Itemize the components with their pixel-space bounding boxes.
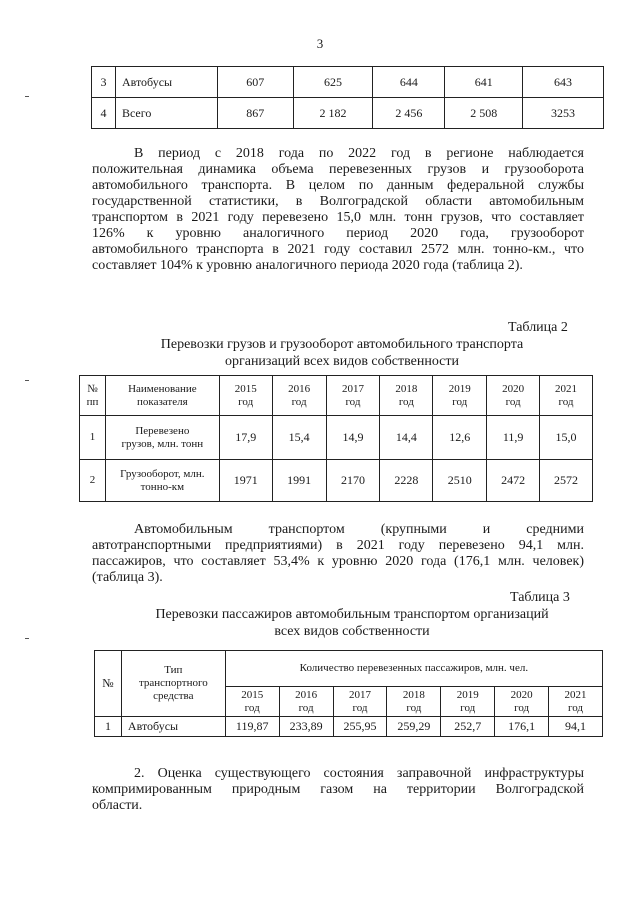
table-row bbox=[92, 98, 604, 129]
header-year: 2021 год bbox=[549, 687, 603, 717]
text-line: автотранспортными предприятиями) в 2021 году перевезено 94,1 млн. bbox=[92, 538, 584, 553]
header-year: 2017 год bbox=[326, 376, 380, 416]
margin-mark bbox=[25, 638, 29, 639]
margin-mark bbox=[25, 96, 29, 97]
cell-value: 625 bbox=[293, 67, 373, 98]
cell-value: 119,87 bbox=[225, 717, 279, 737]
row-name: Перевезено грузов, млн. тонн bbox=[105, 416, 219, 460]
text-line: области. bbox=[92, 798, 143, 813]
cell-value: 607 bbox=[217, 67, 293, 98]
row-name: Грузооборот, млн. тонно-км bbox=[105, 460, 219, 502]
cell-value: 252,7 bbox=[441, 717, 495, 737]
cell-value: 644 bbox=[373, 67, 445, 98]
cell-value: 641 bbox=[445, 67, 523, 98]
row-number: 1 bbox=[95, 717, 122, 737]
cell-value: 2 508 bbox=[445, 98, 523, 129]
cell-value: 3253 bbox=[523, 98, 604, 129]
header-year: 2017 год bbox=[333, 687, 387, 717]
table3 bbox=[94, 650, 603, 737]
table2 bbox=[79, 375, 593, 502]
cell-value: 643 bbox=[523, 67, 604, 98]
text-line: транспортом в 2021 году перевезено 15,0 млн. тонн грузов, что составляет bbox=[92, 210, 584, 225]
header-type: Тип транспортного средства bbox=[121, 651, 225, 717]
row-name: Всего bbox=[115, 98, 217, 129]
table2-label: Таблица 2 bbox=[508, 320, 568, 335]
header-num: № bbox=[95, 651, 122, 717]
header-year: 2015 год bbox=[225, 687, 279, 717]
title-line: Перевозки грузов и грузооборот автомобильного транспорта bbox=[160, 337, 524, 352]
header-year: 2018 год bbox=[380, 376, 433, 416]
header-year: 2021 год bbox=[540, 376, 593, 416]
table-row bbox=[80, 460, 593, 502]
paragraph-section-2 bbox=[92, 766, 584, 814]
margin-mark bbox=[25, 380, 29, 381]
cell-value: 176,1 bbox=[495, 717, 549, 737]
cell-value: 867 bbox=[217, 98, 293, 129]
cell-value: 2228 bbox=[380, 460, 433, 502]
header-year: 2019 год bbox=[433, 376, 487, 416]
text-line: В период с 2018 года по 2022 год в регионе наблюдается bbox=[134, 146, 584, 161]
text-line: государственной статистики, в Волгоградской области автомобильным bbox=[92, 194, 584, 209]
table-row bbox=[92, 67, 604, 98]
row-number: 3 bbox=[92, 67, 116, 98]
header-year: 2015 год bbox=[219, 376, 272, 416]
text-line: автомобильного транспорта. В целом по данным федеральной службы bbox=[92, 178, 584, 193]
row-number: 1 bbox=[80, 416, 106, 460]
cell-value: 2170 bbox=[326, 460, 380, 502]
paragraph-freight-dynamics bbox=[92, 146, 584, 274]
text-line: 2. Оценка существующего состояния заправочной инфраструктуры bbox=[134, 766, 584, 781]
table1-continuation bbox=[91, 66, 604, 129]
title-line: Перевозки пассажиров автомобильным транспортом организаций bbox=[155, 607, 549, 622]
cell-value: 259,29 bbox=[387, 717, 441, 737]
cell-value: 17,9 bbox=[219, 416, 272, 460]
header-year: 2019 год bbox=[441, 687, 495, 717]
paragraph-passengers bbox=[92, 522, 584, 586]
cell-value: 11,9 bbox=[487, 416, 540, 460]
text-line: Автомобильным транспортом (крупными и средними bbox=[134, 522, 584, 537]
title-line: организаций всех видов собственности bbox=[224, 354, 459, 369]
cell-value: 255,95 bbox=[333, 717, 387, 737]
cell-value: 14,9 bbox=[326, 416, 380, 460]
row-name: Автобусы bbox=[121, 717, 225, 737]
header-year: 2018 год bbox=[387, 687, 441, 717]
table3-title bbox=[72, 606, 632, 640]
title-line: всех видов собственности bbox=[274, 624, 430, 639]
table-header-row bbox=[80, 376, 593, 416]
cell-value: 12,6 bbox=[433, 416, 487, 460]
table2-title bbox=[62, 336, 622, 370]
text-line: составляет 104% к уровню аналогичного периода 2020 года (таблица 2). bbox=[92, 258, 523, 273]
text-line: автомобильного транспорта в 2021 году составил 2572 млн. тонно-км., что bbox=[92, 242, 584, 257]
header-year: 2016 год bbox=[279, 687, 333, 717]
cell-value: 15,0 bbox=[540, 416, 593, 460]
header-num: № пп bbox=[80, 376, 106, 416]
cell-value: 94,1 bbox=[549, 717, 603, 737]
row-name: Автобусы bbox=[115, 67, 217, 98]
header-year: 2016 год bbox=[272, 376, 326, 416]
cell-value: 2 182 bbox=[293, 98, 373, 129]
page-number: 3 bbox=[316, 36, 324, 51]
row-number: 2 bbox=[80, 460, 106, 502]
header-group: Количество перевезенных пассажиров, млн. чел. bbox=[225, 651, 602, 687]
text-line: (таблица 3). bbox=[92, 570, 163, 585]
cell-value: 2572 bbox=[540, 460, 593, 502]
table-row bbox=[95, 717, 603, 737]
header-year: 2020 год bbox=[495, 687, 549, 717]
cell-value: 15,4 bbox=[272, 416, 326, 460]
cell-value: 14,4 bbox=[380, 416, 433, 460]
cell-value: 1971 bbox=[219, 460, 272, 502]
cell-value: 2510 bbox=[433, 460, 487, 502]
cell-value: 2472 bbox=[487, 460, 540, 502]
text-line: 126% к уровню аналогичного период 2020 года, грузооборот bbox=[92, 226, 584, 241]
table-row bbox=[80, 416, 593, 460]
cell-value: 233,89 bbox=[279, 717, 333, 737]
row-number: 4 bbox=[92, 98, 116, 129]
table-header-row bbox=[95, 651, 603, 687]
cell-value: 1991 bbox=[272, 460, 326, 502]
header-year: 2020 год bbox=[487, 376, 540, 416]
cell-value: 2 456 bbox=[373, 98, 445, 129]
table3-label: Таблица 3 bbox=[510, 590, 570, 605]
text-line: положительная динамика объема перевезенных грузов и грузооборота bbox=[92, 162, 584, 177]
header-name: Наименование показателя bbox=[105, 376, 219, 416]
text-line: пассажиров, что составляет 53,4% к уровню 2020 года (176,1 млн. человек) bbox=[92, 554, 584, 569]
text-line: компримированным природным газом на территории Волгоградской bbox=[92, 782, 584, 797]
